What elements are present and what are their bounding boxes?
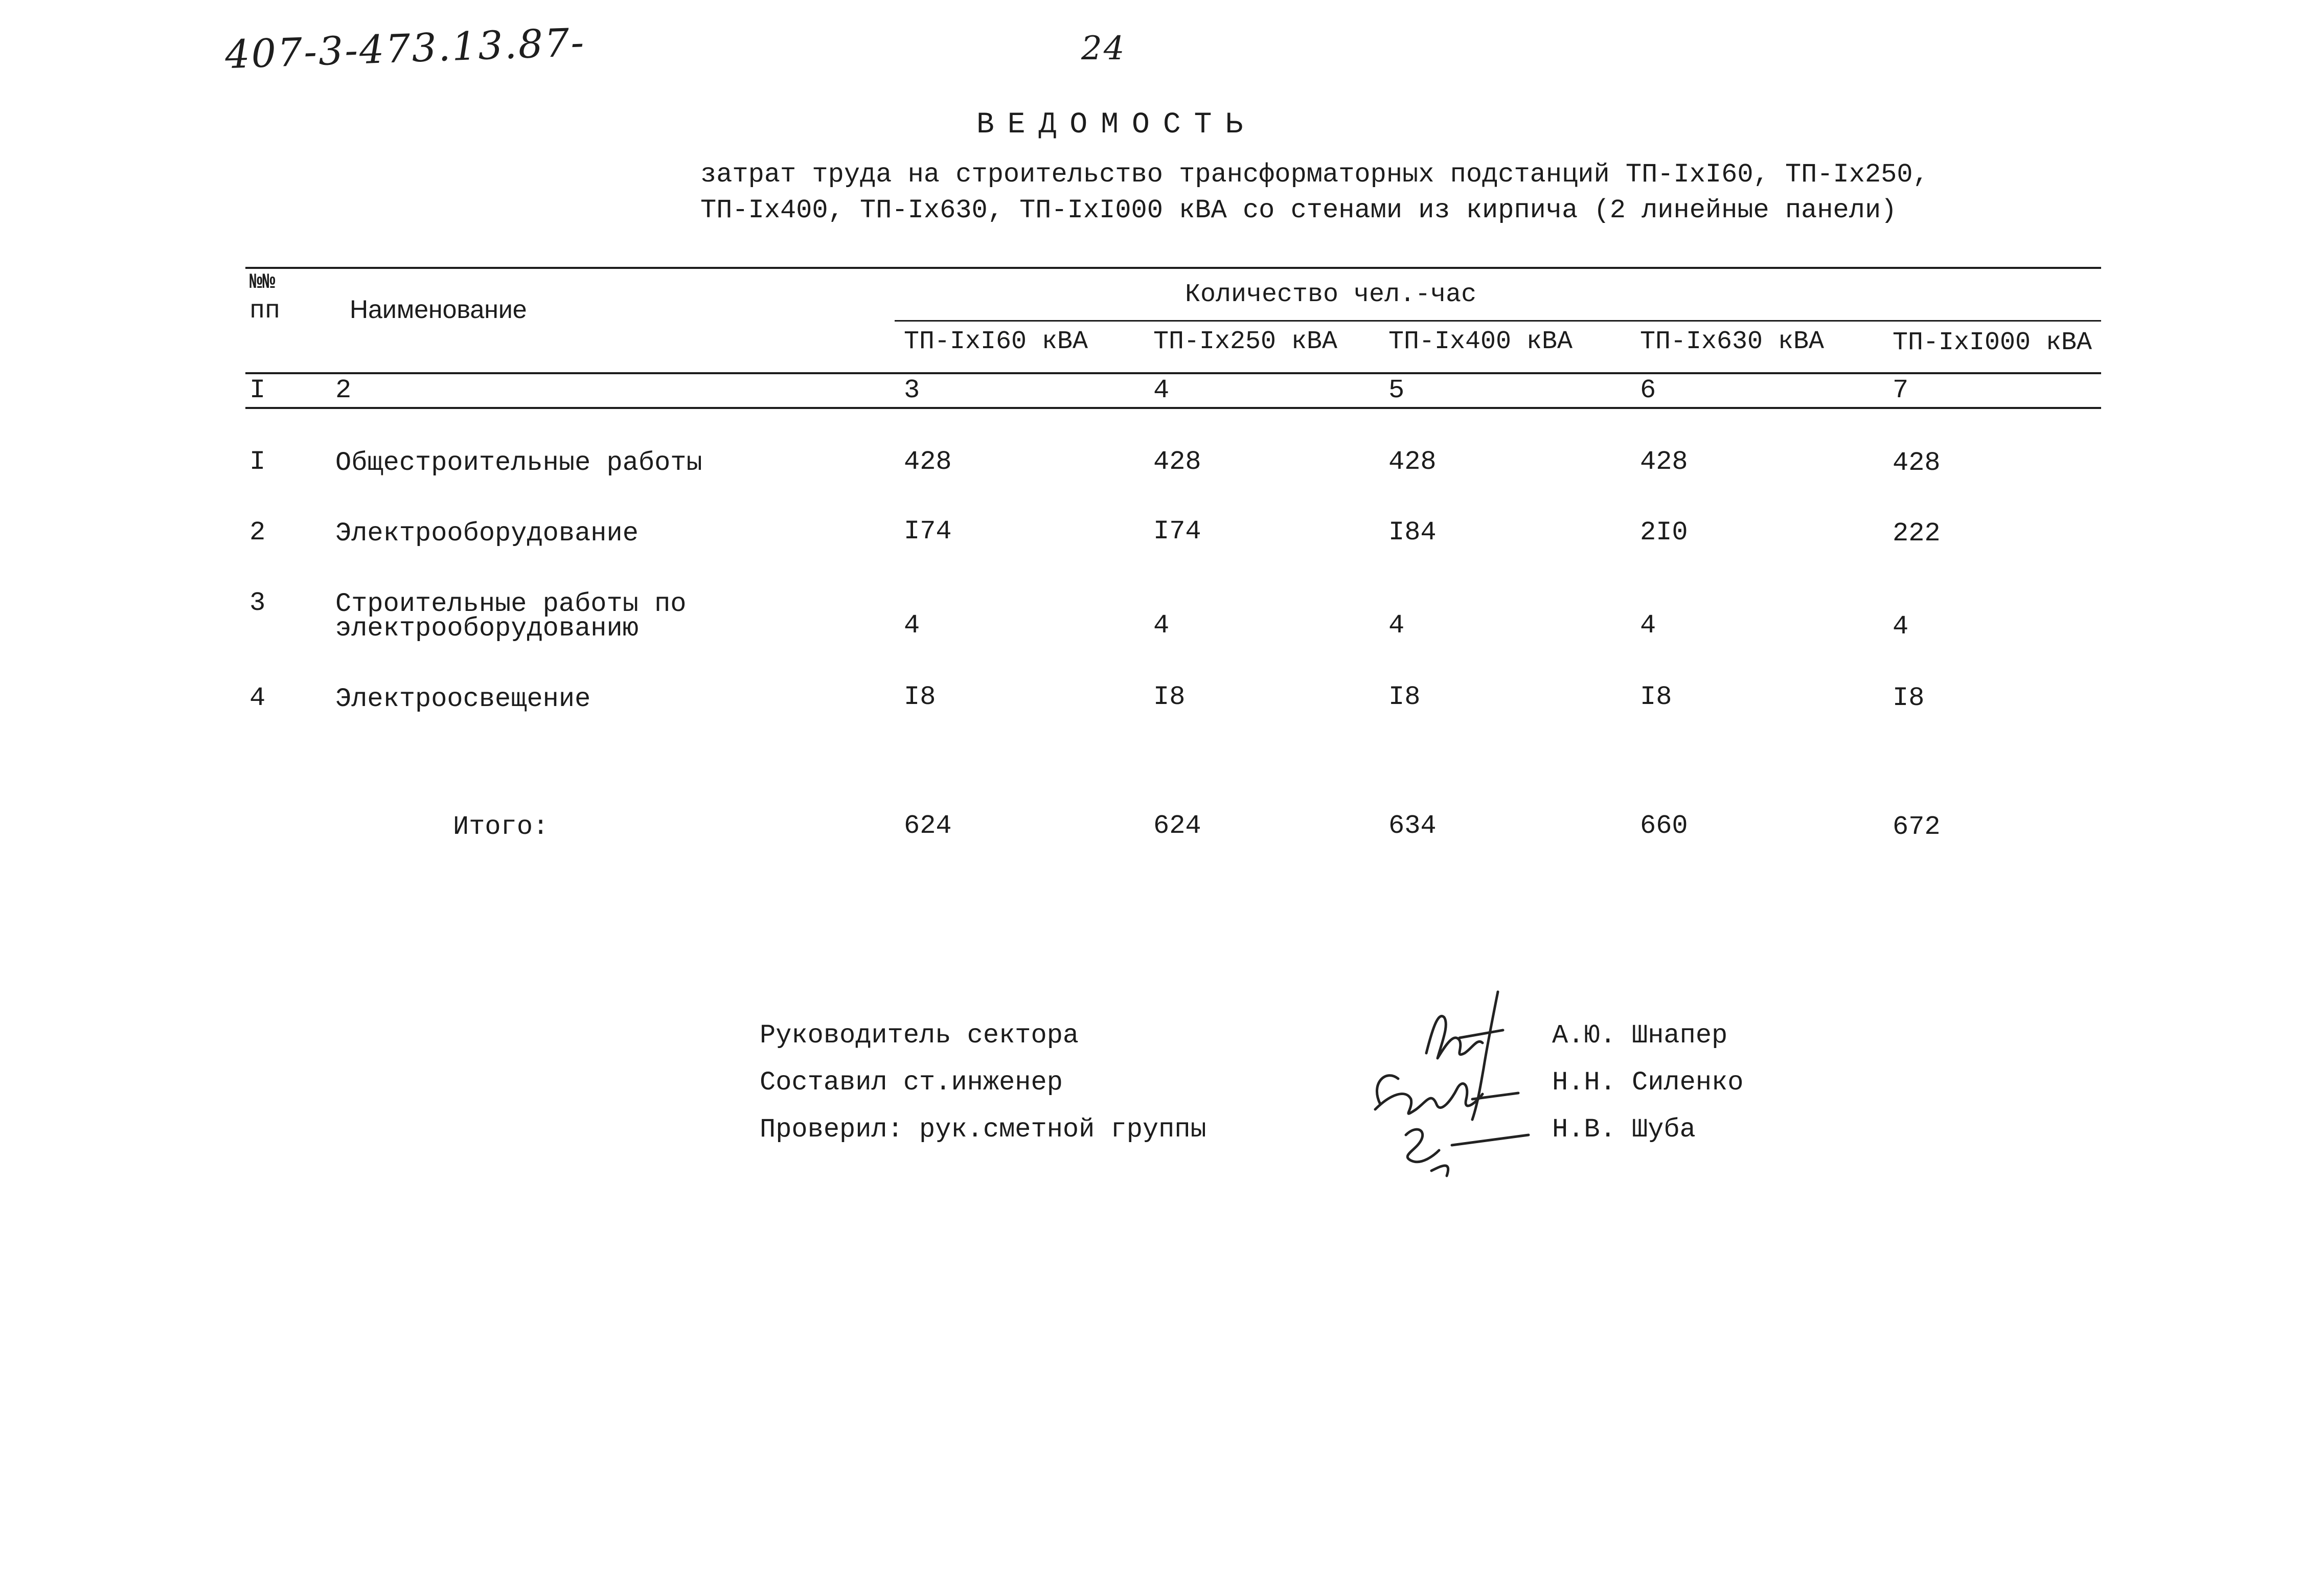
row-name: Электроосвещение [335,684,591,714]
signature-role: Руководитель сектора [760,1020,1079,1051]
column-number: 4 [1153,375,1170,405]
row-value: 222 [1893,518,1941,549]
column-number: 2 [335,375,352,405]
column-number: 3 [904,375,920,405]
total-value: 672 [1893,812,1941,842]
row-value: 4 [1388,610,1405,641]
column-number: I [249,375,266,405]
row-value: 4 [1153,610,1170,641]
document-subtitle-line2: ТП-Ix400, ТП-Ix630, ТП-IxI000 кВА со стенами из кирпича (2 линейные панели) [700,195,1897,225]
column-number: 5 [1388,375,1405,405]
row-value: I8 [904,682,936,712]
row-name: Общестроительные работы [335,448,702,478]
column-header-number-top: №№ [249,270,276,294]
row-value: 4 [1640,610,1656,641]
table-top-rule [245,267,2101,269]
signatory-name: Н.В. Шуба [1552,1114,1696,1145]
column-number: 7 [1893,375,1909,405]
row-value: 428 [904,447,952,477]
signature-role: Проверил: рук.сметной группы [760,1114,1206,1145]
document-code: 407-3-473.13.87- [224,19,586,78]
variant-header: ТП-IxI000 кВА [1893,328,2092,357]
variant-header: ТП-Ix630 кВА [1640,327,1825,356]
row-value: 2I0 [1640,517,1688,548]
row-number: 3 [249,588,266,618]
total-label: Итого: [453,812,549,842]
row-name: Электрооборудование [335,518,639,549]
document-subtitle-line1: затрат труда на строительство трансформаторных подстанций ТП-IxI60, ТП-Ix250, [700,160,1929,190]
variant-header: ТП-IxI60 кВА [904,327,1088,356]
row-value: 428 [1153,447,1201,477]
row-value: I74 [1153,516,1201,547]
row-value: I8 [1893,683,1925,713]
page-number: 24 [1081,30,1126,67]
handwritten-signatures [1350,982,1534,1186]
total-value: 624 [904,811,952,841]
document-title: ВЕДОМОСТЬ [976,108,1257,142]
total-value: 634 [1388,811,1437,841]
row-value: 4 [904,610,920,641]
row-number: I [249,447,266,477]
variant-header: ТП-Ix250 кВА [1153,327,1338,356]
row-number: 2 [249,517,266,548]
row-value: 428 [1893,448,1941,478]
row-number: 4 [249,683,266,713]
quantity-header-rule [895,320,2101,322]
row-name-continuation: электрооборудованию [335,613,639,644]
row-value: 4 [1893,611,1909,642]
column-header-name: Наименование [350,295,527,324]
row-name: Строительные работы по [335,589,687,619]
row-value: I8 [1153,682,1186,712]
quantity-header: Количество чел.-час [1185,280,1477,309]
row-value: 428 [1388,447,1437,477]
column-header-number-bottom: пп [249,297,281,326]
signature-role: Составил ст.инженер [760,1067,1063,1098]
column-number: 6 [1640,375,1656,405]
row-value: I84 [1388,517,1437,548]
signatory-name: А.Ю. Шнапер [1552,1020,1728,1051]
total-value: 660 [1640,811,1688,841]
header-bottom-rule [245,372,2101,374]
total-value: 624 [1153,811,1201,841]
row-value: I8 [1388,682,1421,712]
row-value: I74 [904,516,952,547]
row-value: I8 [1640,682,1672,712]
column-number-rule [245,407,2101,409]
signatory-name: Н.Н. Силенко [1552,1067,1744,1098]
variant-header: ТП-Ix400 кВА [1388,327,1573,356]
row-value: 428 [1640,447,1688,477]
